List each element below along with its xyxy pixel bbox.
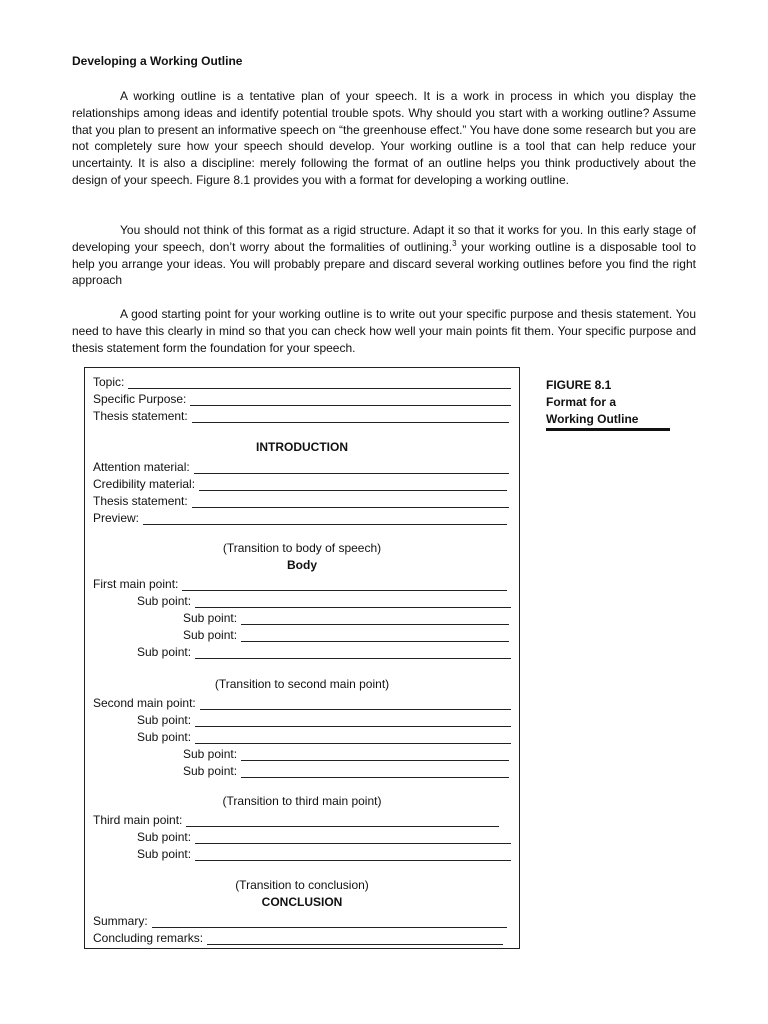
- sub-point-label: Sub point:: [137, 713, 192, 727]
- figure-caption-line1: Format for a: [546, 395, 617, 409]
- third-main-point-blank[interactable]: [186, 814, 499, 827]
- sub-point-label: Sub point:: [137, 847, 192, 861]
- page-heading: Developing a Working Outline: [72, 54, 243, 68]
- transition-conclusion: (Transition to conclusion): [235, 878, 369, 892]
- concluding-remarks-row: [93, 929, 503, 945]
- preview-blank[interactable]: [143, 512, 507, 525]
- paragraph-format-advice-part2: your working outline is a disposable tool to help you arrange your ideas. You will probably prepare and discard several working outlines before you find the right approach: [72, 239, 697, 288]
- sub-point-blank[interactable]: [241, 612, 509, 625]
- sub-point-blank[interactable]: [195, 714, 511, 727]
- sub-sub-point-row: [183, 745, 509, 761]
- sub-sub-point-row: [183, 626, 509, 642]
- introduction-heading: INTRODUCTION: [256, 440, 348, 454]
- specific-purpose-row: [93, 390, 511, 406]
- sub-point-blank[interactable]: [195, 646, 511, 659]
- sub-point-blank[interactable]: [195, 731, 511, 744]
- transition-body: (Transition to body of speech): [222, 541, 382, 555]
- paragraph-format-advice: [72, 222, 696, 289]
- sub-sub-point-row: [183, 762, 509, 778]
- thesis-top-blank[interactable]: [192, 410, 509, 423]
- summary-label: Summary:: [93, 914, 148, 928]
- figure-label: FIGURE 8.1: [546, 378, 612, 392]
- working-outline-form: [84, 367, 520, 949]
- sub-point-blank[interactable]: [241, 748, 509, 761]
- sub-point-label: Sub point:: [137, 645, 192, 659]
- credibility-material-row: [93, 475, 507, 491]
- credibility-material-blank[interactable]: [199, 478, 507, 491]
- sub-point-label: Sub point:: [183, 764, 238, 778]
- first-main-point-label: First main point:: [93, 577, 179, 591]
- sub-point-row: [137, 592, 511, 608]
- topic-label: Topic:: [93, 375, 125, 389]
- thesis-top-row: [93, 407, 509, 423]
- first-main-point-blank[interactable]: [182, 578, 507, 591]
- second-main-point-blank[interactable]: [200, 697, 511, 710]
- sub-point-row: [137, 828, 511, 844]
- sub-sub-point-row: [183, 609, 509, 625]
- sub-point-label: Sub point:: [183, 611, 238, 625]
- summary-row: [93, 912, 507, 928]
- sub-point-row: [137, 711, 511, 727]
- third-main-point-label: Third main point:: [93, 813, 183, 827]
- thesis-statement-row: [93, 492, 509, 508]
- concluding-remarks-blank[interactable]: [207, 932, 503, 945]
- summary-blank[interactable]: [152, 915, 507, 928]
- footnote-marker: 3: [452, 238, 457, 248]
- thesis-statement-blank[interactable]: [192, 495, 509, 508]
- second-main-point-label: Second main point:: [93, 696, 196, 710]
- topic-blank[interactable]: [128, 376, 511, 389]
- preview-label: Preview:: [93, 511, 140, 525]
- sub-point-blank[interactable]: [195, 595, 511, 608]
- specific-purpose-label: Specific Purpose:: [93, 392, 187, 406]
- attention-material-label: Attention material:: [93, 460, 190, 474]
- sub-point-blank[interactable]: [195, 848, 511, 861]
- transition-second: (Transition to second main point): [214, 677, 390, 691]
- third-main-point-row: [93, 811, 499, 827]
- first-main-point-row: [93, 575, 507, 591]
- body-heading: Body: [287, 558, 317, 572]
- figure-caption: [546, 377, 670, 428]
- preview-row: [93, 509, 507, 525]
- figure-caption-line2: Working Outline: [546, 412, 639, 426]
- sub-point-blank[interactable]: [241, 765, 509, 778]
- sub-point-label: Sub point:: [137, 830, 192, 844]
- sub-point-label: Sub point:: [183, 747, 238, 761]
- conclusion-heading: CONCLUSION: [261, 895, 343, 909]
- thesis-statement-label: Thesis statement:: [93, 494, 188, 508]
- sub-point-row: [137, 845, 511, 861]
- sub-point-label: Sub point:: [137, 594, 192, 608]
- sub-point-blank[interactable]: [195, 831, 511, 844]
- paragraph-intro: A working outline is a tentative plan of your speech. It is a work in process in which you display the relationships among ideas and identify potential trouble spots. Why should you start with a working outline? Assume that you plan to present an informative speech on “the greenhouse effect.” You have done some research but you are not completely sure how your speech should develop. Your working outline is a tool that can help reduce your uncertainty. It is also a discipline: merely following the format of an outline helps you think productively about the design of your speech. Figure 8.1 provides you with a format for developing a working outline.: [72, 89, 696, 187]
- attention-material-row: [93, 458, 509, 474]
- sub-point-row: [137, 728, 511, 744]
- credibility-material-label: Credibility material:: [93, 477, 196, 491]
- specific-purpose-blank[interactable]: [190, 393, 511, 406]
- attention-material-blank[interactable]: [194, 461, 509, 474]
- concluding-remarks-label: Concluding remarks:: [93, 931, 204, 945]
- paragraph-format-advice-part1: You should not think of this format as a rigid structure. Adapt it so that it works for you. In this early stage of developing your speech, don’t worry about the formalities of outlining.: [72, 223, 696, 254]
- sub-point-label: Sub point:: [137, 730, 192, 744]
- sub-point-label: Sub point:: [183, 628, 238, 642]
- thesis-top-label: Thesis statement:: [93, 409, 188, 423]
- topic-row: [93, 373, 511, 389]
- sub-point-blank[interactable]: [241, 629, 509, 642]
- figure-caption-rule: [546, 428, 670, 431]
- paragraph-starting-point: A good starting point for your working outline is to write out your specific purpose and thesis statement. You need to have this clearly in mind so that you can check how well your main points fit them. Your specific purpose and thesis statement form the foundation for your speech.: [72, 307, 696, 355]
- sub-point-row: [137, 643, 511, 659]
- second-main-point-row: [93, 694, 511, 710]
- transition-third: (Transition to third main point): [222, 794, 382, 808]
